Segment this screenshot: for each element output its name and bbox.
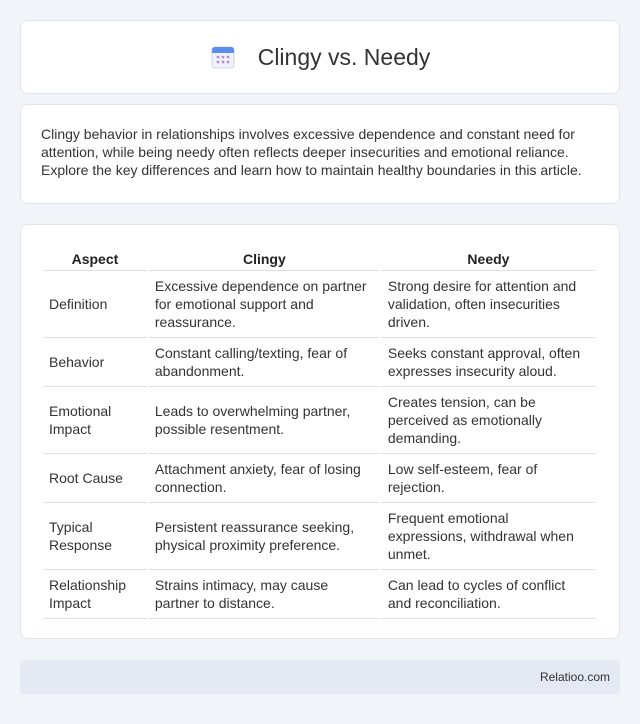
needy-cell: Seeks constant approval, often expresses insecurity aloud. [382, 338, 595, 387]
aspect-cell: Definition [43, 271, 147, 338]
aspect-cell: Behavior [43, 338, 147, 387]
header-aspect: Aspect [43, 245, 147, 271]
table-row [43, 570, 595, 619]
clingy-cell: Attachment anxiety, fear of losing connection. [149, 454, 380, 503]
needy-cell: Can lead to cycles of conflict and reconciliation. [382, 570, 595, 619]
needy-cell: Low self-esteem, fear of rejection. [382, 454, 595, 503]
aspect-cell: Relationship Impact [43, 570, 147, 619]
table-row [43, 387, 595, 454]
clingy-cell: Strains intimacy, may cause partner to distance. [149, 570, 380, 619]
aspect-cell: Typical Response [43, 503, 147, 570]
aspect-cell: Root Cause [43, 454, 147, 503]
page-title: Clingy vs. Needy [257, 43, 431, 70]
needy-cell: Creates tension, can be perceived as emotionally demanding. [382, 387, 595, 454]
table-row [43, 271, 595, 338]
table-row [43, 503, 595, 570]
clingy-cell: Excessive dependence on partner for emotional support and reassurance. [149, 271, 380, 338]
comparison-table [41, 245, 597, 619]
footer [20, 660, 620, 694]
needy-cell: Strong desire for attention and validation, often insecurities driven. [382, 271, 595, 338]
needy-cell: Frequent emotional expressions, withdrawal when unmet. [382, 503, 595, 570]
aspect-cell: Emotional Impact [43, 387, 147, 454]
intro-card [20, 104, 620, 204]
clingy-cell: Leads to overwhelming partner, possible resentment. [149, 387, 380, 454]
clingy-cell: Constant calling/texting, fear of abandonment. [149, 338, 380, 387]
calendar-icon [210, 44, 236, 70]
clingy-cell: Persistent reassurance seeking, physical proximity preference. [149, 503, 380, 570]
header-needy: Needy [382, 245, 595, 271]
comparison-table-card [20, 224, 620, 639]
table-header-row [43, 245, 595, 271]
table-row [43, 454, 595, 503]
header-clingy: Clingy [149, 245, 380, 271]
footer-site-link[interactable]: Relatioo.com [539, 670, 610, 684]
table-row [43, 338, 595, 387]
title-card [20, 20, 620, 94]
intro-text: Clingy behavior in relationships involves excessive dependence and constant need for attention, while being needy often reflects deeper insecurities and emotional reliance. Explore the key differences and learn how to maintain healthy boundaries in this article. [41, 126, 582, 178]
